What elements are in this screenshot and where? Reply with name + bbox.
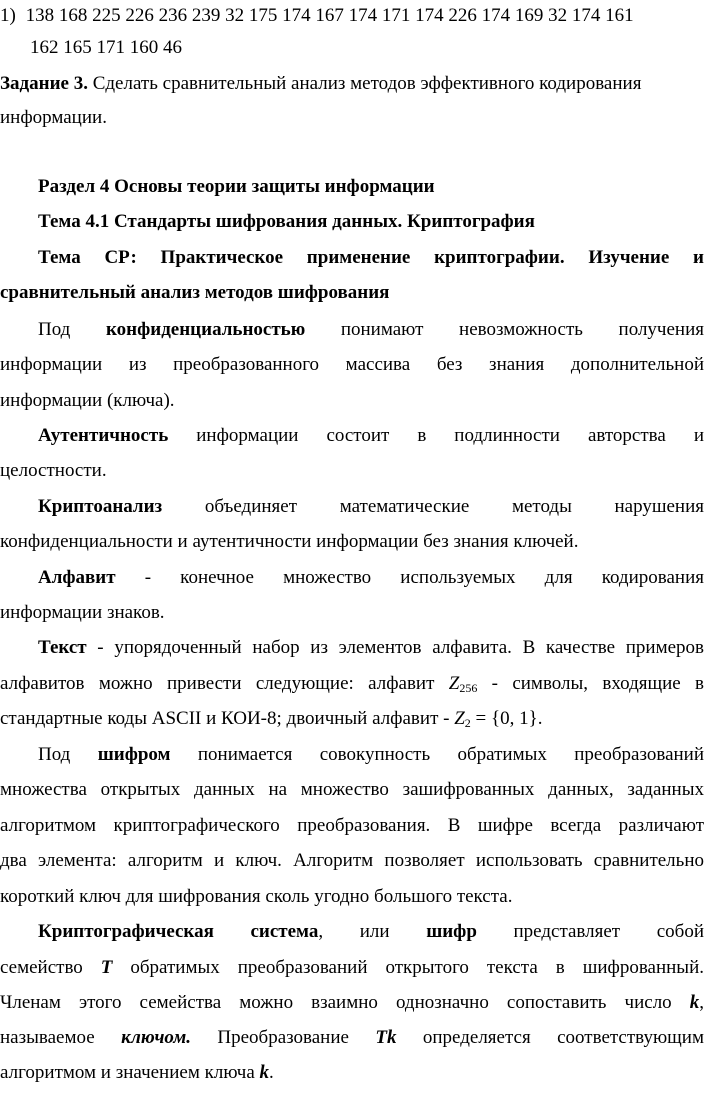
cryptosystem-line2 [0,956,704,980]
term-cryptanalysis: Криптоанализ [38,496,163,517]
alphabet-line2: информации знаков. [0,602,165,623]
cryptosystem-l5-post: . [269,1062,274,1083]
section-heading: Раздел 4 Основы теории защиты информации [38,176,435,197]
z256-symbol: Z [448,673,460,694]
cryptosystem-l3-pre: Членам этого семейства можно взаимно однозначно сопоставить число [0,992,690,1013]
task3-label: Задание 3. [0,73,88,94]
cryptosystem-l2-pre: семейство [0,957,101,978]
term-key: ключом. [121,1027,191,1048]
cryptosystem-l4-mid: Преобразование [190,1027,376,1048]
cryptosystem-l4-post: определяется соответствующим [396,1027,704,1048]
text-def-line2 [0,672,704,696]
text-def-l2-post: - символы, входящие в [477,673,704,694]
task3-line2: информации. [0,107,107,128]
confidentiality-line2: информации из преобразованного массива без знания дополнительной [0,354,704,375]
z2-subscript: 2 [464,716,471,730]
cryptosystem-line3 [0,991,704,1015]
text-def-line3 [0,707,704,731]
list-item-1-line1 [0,4,704,28]
text-def-rest: - упорядоченный набор из элементов алфавита. В качестве примеров [86,637,704,658]
task3-text: Сделать сравнительный анализ методов эффективного кодирования [87,73,642,94]
text-def-line1 [38,636,704,660]
task3-line1 [0,72,704,96]
alphabet-line1 [38,566,704,590]
confidentiality-rest: понимают невозможность получения [305,319,704,340]
cipher-line4: два элемента: алгоритм и ключ. Алгоритм позволяет использовать сравнительно [0,850,704,871]
confidentiality-line3: информации (ключа). [0,390,175,411]
symbol-T: T [100,957,113,978]
z256-subscript: 256 [459,681,478,695]
term-authenticity: Аутентичность [38,425,169,446]
authenticity-rest: информации состоит в подлинности авторства и [168,425,704,446]
text-def-l2-pre: алфавитов можно привести следующие: алфавит [0,673,449,694]
authenticity-line1 [38,424,704,448]
cryptosystem-comma: , или [318,921,427,942]
cipher-line1 [38,743,704,767]
cryptanalysis-line1 [38,495,704,519]
list-item-numbers: 138 168 225 226 236 239 32 175 174 167 174 171 174 226 174 169 32 174 161 [25,5,634,26]
symbol-k-final: k [259,1062,270,1083]
cryptosystem-line4 [0,1026,704,1050]
alphabet-rest: - конечное множество используемых для кодирования [115,567,704,588]
term-cryptosystem: Криптографическая система [38,921,319,942]
list-marker: 1) [0,5,16,26]
cryptanalysis-line2: конфиденциальности и аутентичности информации без знания ключей. [0,531,579,552]
z2-symbol: Z [454,708,465,729]
cipher-line3: алгоритмом криптографического преобразования. В шифре всегда различают [0,815,704,836]
term-text: Текст [38,637,87,658]
term-alphabet: Алфавит [38,567,116,588]
topic-sr-heading-line1: Тема СР: Практическое применение криптографии. Изучение и [38,247,704,268]
text-def-l3-pre: стандартные коды ASCII и КОИ-8; двоичный алфавит - [0,708,455,729]
cryptosystem-l3-post: , [699,992,704,1013]
text-def-l3-post: = {0, 1}. [470,708,543,729]
symbol-Tk: Tk [375,1027,397,1048]
authenticity-line2: целостности. [0,460,107,481]
symbol-k: k [689,992,700,1013]
cipher-line2: множества открытых данных на множество зашифрованных данных, заданных [0,779,704,800]
cryptosystem-line1 [38,920,704,944]
confidentiality-pre: Под [38,319,106,340]
cryptosystem-l2-post: обратимых преобразований открытого текста в шифрованный. [112,957,704,978]
topic-4-1-heading: Тема 4.1 Стандарты шифрования данных. Криптография [38,211,535,232]
confidentiality-line1 [38,318,704,342]
term-cipher: шифром [97,744,171,765]
list-item-1-line2: 162 165 171 160 46 [30,37,182,58]
cipher-rest: понимается совокупность обратимых преобразований [170,744,704,765]
cryptosystem-line5 [0,1061,704,1085]
cipher-line5: короткий ключ для шифрования сколь угодно большого текста. [0,886,513,907]
topic-sr-heading-line2: сравнительный анализ методов шифрования [0,282,390,303]
cryptosystem-l5-pre: алгоритмом и значением ключа [0,1062,260,1083]
term-confidentiality: конфиденциальностью [105,319,306,340]
term-shifr: шифр [426,921,477,942]
cipher-pre: Под [38,744,98,765]
cryptosystem-l4-pre: называемое [0,1027,122,1048]
cryptanalysis-rest: объединяет математические методы нарушения [162,496,704,517]
cryptosystem-rest: представляет собой [476,921,704,942]
